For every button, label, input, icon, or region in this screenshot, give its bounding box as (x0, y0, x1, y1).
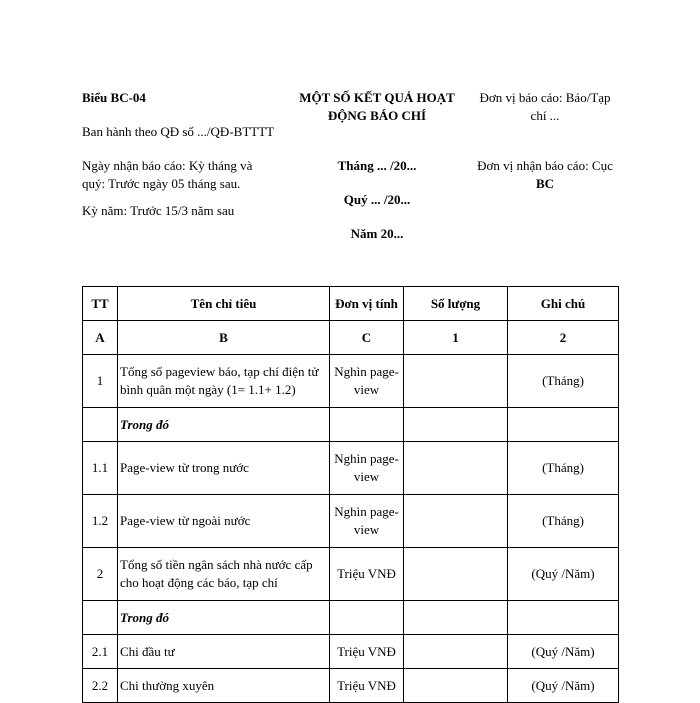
row-tt: 2 (83, 548, 118, 601)
col-code-unit: C (330, 321, 404, 355)
row-tt (83, 408, 118, 442)
row-name: Trong đó (118, 408, 330, 442)
row-unit: Triệu VNĐ (330, 635, 404, 669)
row-unit (330, 601, 404, 635)
table-row (83, 442, 619, 495)
receiving-unit-line-2: BC (535, 176, 555, 191)
row-name: Chi đầu tư (118, 635, 330, 669)
col-header-note: Ghi chú (508, 287, 619, 321)
row-tt: 2.1 (83, 635, 118, 669)
col-header-name: Tên chỉ tiêu (118, 287, 330, 321)
issued-by: Ban hành theo QĐ số .../QĐ-BTTTT (82, 124, 275, 139)
row-note: (Quý /Năm) (508, 669, 619, 703)
col-header-qty: Số lượng (404, 287, 508, 321)
row-qty[interactable] (404, 669, 508, 703)
row-name: Trong đó (118, 601, 330, 635)
document-title (282, 89, 472, 125)
col-header-tt: TT (83, 287, 118, 321)
row-qty[interactable] (404, 635, 508, 669)
reporting-unit (466, 89, 624, 125)
table-code-row (83, 321, 619, 355)
form-code: Biểu BC-04 (82, 90, 146, 105)
col-header-unit: Đơn vị tính (330, 287, 404, 321)
period-month: Tháng ... /20... (337, 158, 417, 173)
table-row (83, 408, 619, 442)
row-note: (Tháng) (508, 495, 619, 548)
receiving-unit-line-1: Đơn vị nhận báo cáo: Cục (477, 158, 613, 173)
row-name: Chi thường xuyên (118, 669, 330, 703)
row-qty[interactable] (404, 355, 508, 408)
col-code-note: 2 (508, 321, 619, 355)
table-row (83, 495, 619, 548)
period-quarter: Quý ... /20... (343, 192, 411, 207)
row-qty[interactable] (404, 601, 508, 635)
table-row (83, 548, 619, 601)
title-line-2: ĐỘNG BÁO CHÍ (327, 108, 427, 123)
row-tt: 2.2 (83, 669, 118, 703)
row-qty[interactable] (404, 408, 508, 442)
table-row (83, 635, 619, 669)
row-qty[interactable] (404, 548, 508, 601)
row-note (508, 408, 619, 442)
row-unit: Triệu VNĐ (330, 669, 404, 703)
title-line-1: MỘT SỐ KẾT QUẢ HOẠT (299, 90, 455, 105)
row-note: (Tháng) (508, 355, 619, 408)
row-unit: Nghìn page- view (330, 442, 404, 495)
row-tt (83, 601, 118, 635)
row-tt: 1.1 (83, 442, 118, 495)
row-unit: Triệu VNĐ (330, 548, 404, 601)
reporting-unit-line-2: chí ... (530, 108, 560, 123)
row-note: (Quý /Năm) (508, 635, 619, 669)
receive-date-note (82, 157, 252, 193)
row-name: Tổng số tiền ngân sách nhà nước cấp cho hoạt động các báo, tạp chí (118, 548, 330, 601)
row-tt: 1.2 (83, 495, 118, 548)
receive-date-line-1: Ngày nhận báo cáo: Kỳ tháng và (82, 158, 253, 173)
col-code-tt: A (83, 321, 118, 355)
row-note: (Quý /Năm) (508, 548, 619, 601)
receive-date-line-2: quý: Trước ngày 05 tháng sau. (82, 176, 241, 191)
reporting-unit-line-1: Đơn vị báo cáo: Báo/Tạp (479, 90, 611, 105)
col-code-name: B (118, 321, 330, 355)
row-note (508, 601, 619, 635)
table-row (83, 601, 619, 635)
row-name: Page-view từ trong nước (118, 442, 330, 495)
receiving-unit (466, 157, 624, 193)
col-code-qty: 1 (404, 321, 508, 355)
row-unit (330, 408, 404, 442)
row-name: Tổng số pageview báo, tạp chí điện tử bình quân một ngày (1= 1.1+ 1.2) (118, 355, 330, 408)
period-year: Năm 20... (350, 226, 404, 241)
row-qty[interactable] (404, 495, 508, 548)
report-table (82, 286, 619, 703)
row-note: (Tháng) (508, 442, 619, 495)
row-tt: 1 (83, 355, 118, 408)
table-header-row (83, 287, 619, 321)
row-unit: Nghìn page- view (330, 495, 404, 548)
row-name: Page-view từ ngoài nước (118, 495, 330, 548)
row-qty[interactable] (404, 442, 508, 495)
row-unit: Nghìn page- view (330, 355, 404, 408)
table-row (83, 355, 619, 408)
annual-period-note: Kỳ năm: Trước 15/3 năm sau (82, 203, 235, 218)
table-row (83, 669, 619, 703)
